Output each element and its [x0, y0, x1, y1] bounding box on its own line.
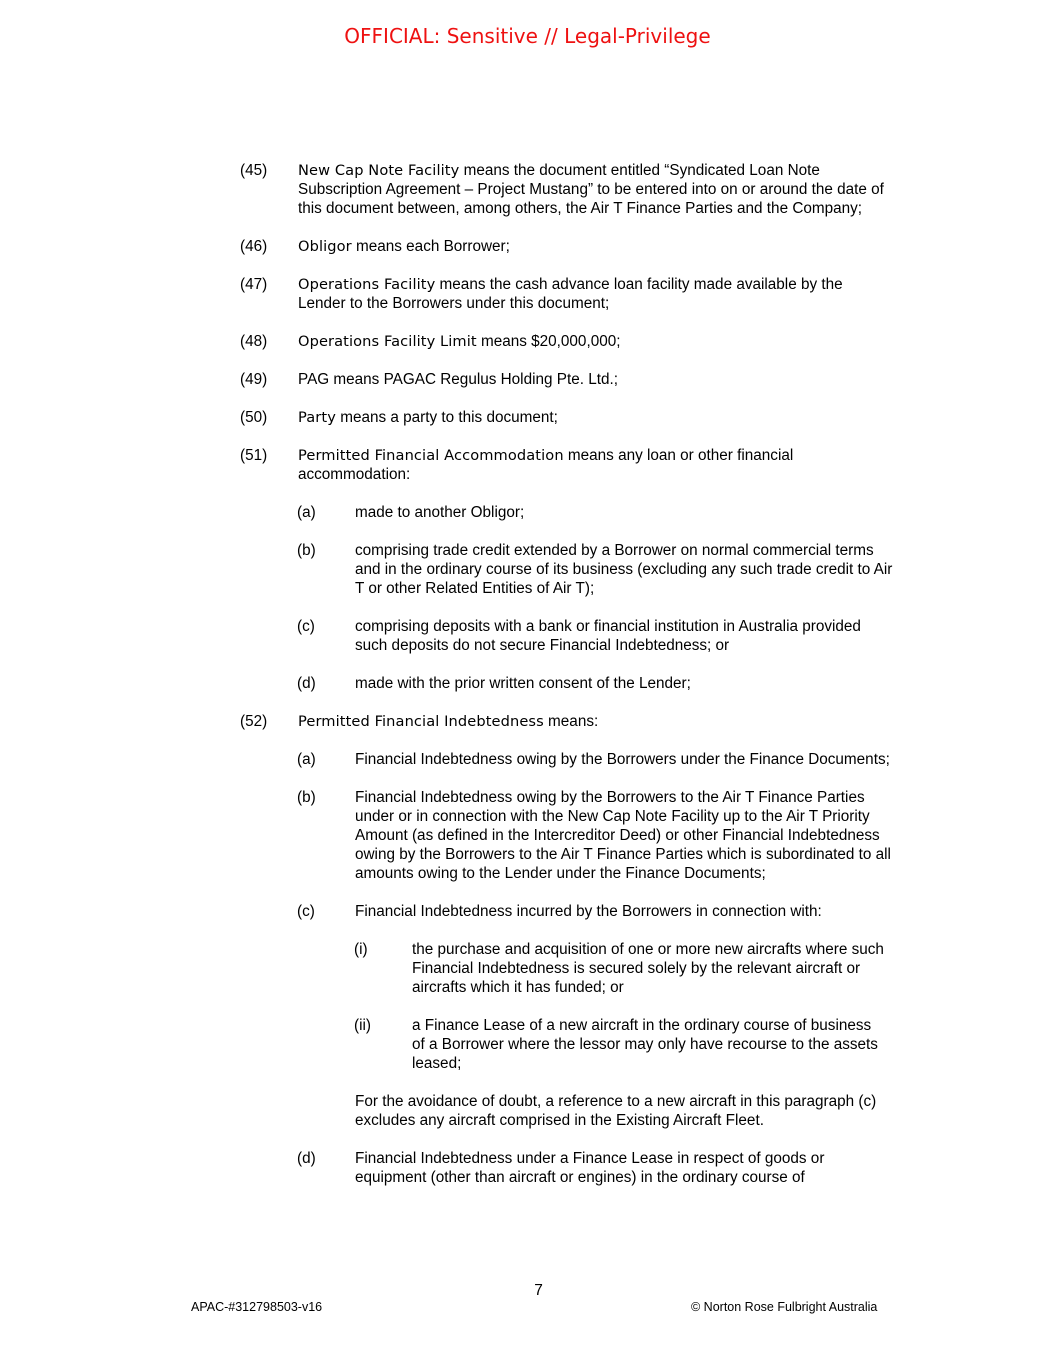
- sub-paragraph-51c: [297, 617, 895, 655]
- definition-48: [240, 332, 888, 351]
- clause-number: (ii): [354, 1017, 371, 1034]
- definition-49: [240, 370, 888, 389]
- paragraph-text: Financial Indebtedness incurred by the Borrowers in connection with:: [355, 903, 822, 920]
- definition-46: [240, 237, 888, 256]
- defined-term: Obligor: [298, 238, 352, 255]
- clause-number: (a): [297, 504, 316, 521]
- clause-number: (i): [354, 941, 368, 958]
- classification-header: OFFICIAL: Sensitive // Legal-Privilege: [344, 24, 711, 48]
- definition-51: [240, 446, 888, 484]
- clause-number: (c): [297, 903, 315, 920]
- definition-text: means the cash advance loan facility made available by the Lender to the Borrowers under this document;: [298, 276, 843, 312]
- defined-term: Permitted Financial Indebtedness: [298, 713, 544, 730]
- defined-term: Operations Facility: [298, 276, 436, 293]
- definition-text: means $20,000,000;: [476, 333, 621, 350]
- definition-text: means:: [543, 713, 599, 730]
- clause-number: (47): [240, 276, 268, 293]
- paragraph-text: Financial Indebtedness under a Finance Lease in respect of goods or equipment (other than aircraft or engines) in the ordinary course of: [355, 1150, 825, 1186]
- document-id: APAC-#312798503-v16: [191, 1300, 323, 1314]
- definition-47: [240, 275, 888, 313]
- sub-paragraph-52c: [297, 902, 895, 921]
- sub-paragraph-51b: [297, 541, 895, 598]
- definition-text: means each Borrower;: [351, 238, 510, 255]
- clause-number: (b): [297, 789, 316, 806]
- paragraph-text: made to another Obligor;: [355, 504, 525, 521]
- clause-number: (d): [297, 675, 316, 692]
- sub-paragraph-52b: [297, 788, 895, 883]
- paragraph-text: the purchase and acquisition of one or more new aircrafts where such Financial Indebtedness is secured solely by the relevant aircraft or aircrafts which it has funded; or: [412, 941, 884, 996]
- sub-paragraph-51a: [297, 503, 895, 522]
- clause-number: (a): [297, 751, 316, 768]
- sub-paragraph-52a: [297, 750, 895, 769]
- definition-text: means any loan or other financial accommodation:: [298, 447, 794, 483]
- clause-number: (51): [240, 447, 268, 464]
- clause-number: (49): [240, 371, 268, 388]
- copyright-notice: © Norton Rose Fulbright Australia: [691, 1300, 878, 1314]
- defined-term: Party: [298, 409, 336, 426]
- page-number: 7: [534, 1282, 543, 1299]
- sub-paragraph-52d: [297, 1149, 895, 1187]
- paragraph-text: a Finance Lease of a new aircraft in the ordinary course of business of a Borrower where the lessor may only have recourse to the assets leased;: [412, 1017, 878, 1072]
- paragraph-text: comprising trade credit extended by a Borrower on normal commercial terms and in the ordinary course of its business (excluding any such trade credit to Air T or other Related Entities of Air T);: [355, 542, 893, 597]
- paragraph-text: Financial Indebtedness owing by the Borrowers to the Air T Finance Parties under or in connection with the New Cap Note Facility up to the Air T Priority Amount (as defined in the Intercreditor Deed) or other Financial Indebtedness owing by the Borrowers to the Air T Finance Parties which is subordinated to all amounts owing to the Lender under the Finance Documents;: [355, 789, 891, 882]
- defined-term: Operations Facility Limit: [298, 333, 477, 350]
- definition-45: [240, 161, 888, 218]
- clause-number: (52): [240, 713, 268, 730]
- clause-number: (c): [297, 618, 315, 635]
- clause-number: (46): [240, 238, 268, 255]
- definition-52: [240, 712, 888, 731]
- paragraph-text: Financial Indebtedness owing by the Borrowers under the Finance Documents;: [355, 751, 890, 768]
- clause-number: (d): [297, 1150, 316, 1167]
- definition-text: means the document entitled “Syndicated Loan Note Subscription Agreement – Project Mustang” to be entered into on or around the date of this document between, among others, the Air T Finance Parties and the Company;: [298, 162, 884, 217]
- defined-term: New Cap Note Facility: [298, 162, 460, 179]
- document-body: [0, 161, 1055, 1206]
- defined-term: PAG: [298, 371, 330, 388]
- sub-paragraph-52c-i: [354, 940, 887, 997]
- avoidance-of-doubt-note: [355, 1092, 895, 1130]
- definition-text: means PAGAC Regulus Holding Pte. Ltd.;: [329, 371, 618, 388]
- paragraph-text: For the avoidance of doubt, a reference to a new aircraft in this paragraph (c) excludes any aircraft comprised in the Existing Aircraft Fleet.: [355, 1093, 877, 1129]
- clause-number: (50): [240, 409, 268, 426]
- defined-term: Permitted Financial Accommodation: [298, 447, 564, 464]
- clause-number: (48): [240, 333, 268, 350]
- sub-paragraph-51d: [297, 674, 895, 693]
- definition-text: means a party to this document;: [335, 409, 558, 426]
- paragraph-text: made with the prior written consent of the Lender;: [355, 675, 691, 692]
- clause-number: (b): [297, 542, 316, 559]
- clause-number: (45): [240, 162, 268, 179]
- sub-paragraph-52c-ii: [354, 1016, 887, 1073]
- paragraph-text: comprising deposits with a bank or financial institution in Australia provided such deposits do not secure Financial Indebtedness; or: [355, 618, 861, 654]
- definition-50: [240, 408, 888, 427]
